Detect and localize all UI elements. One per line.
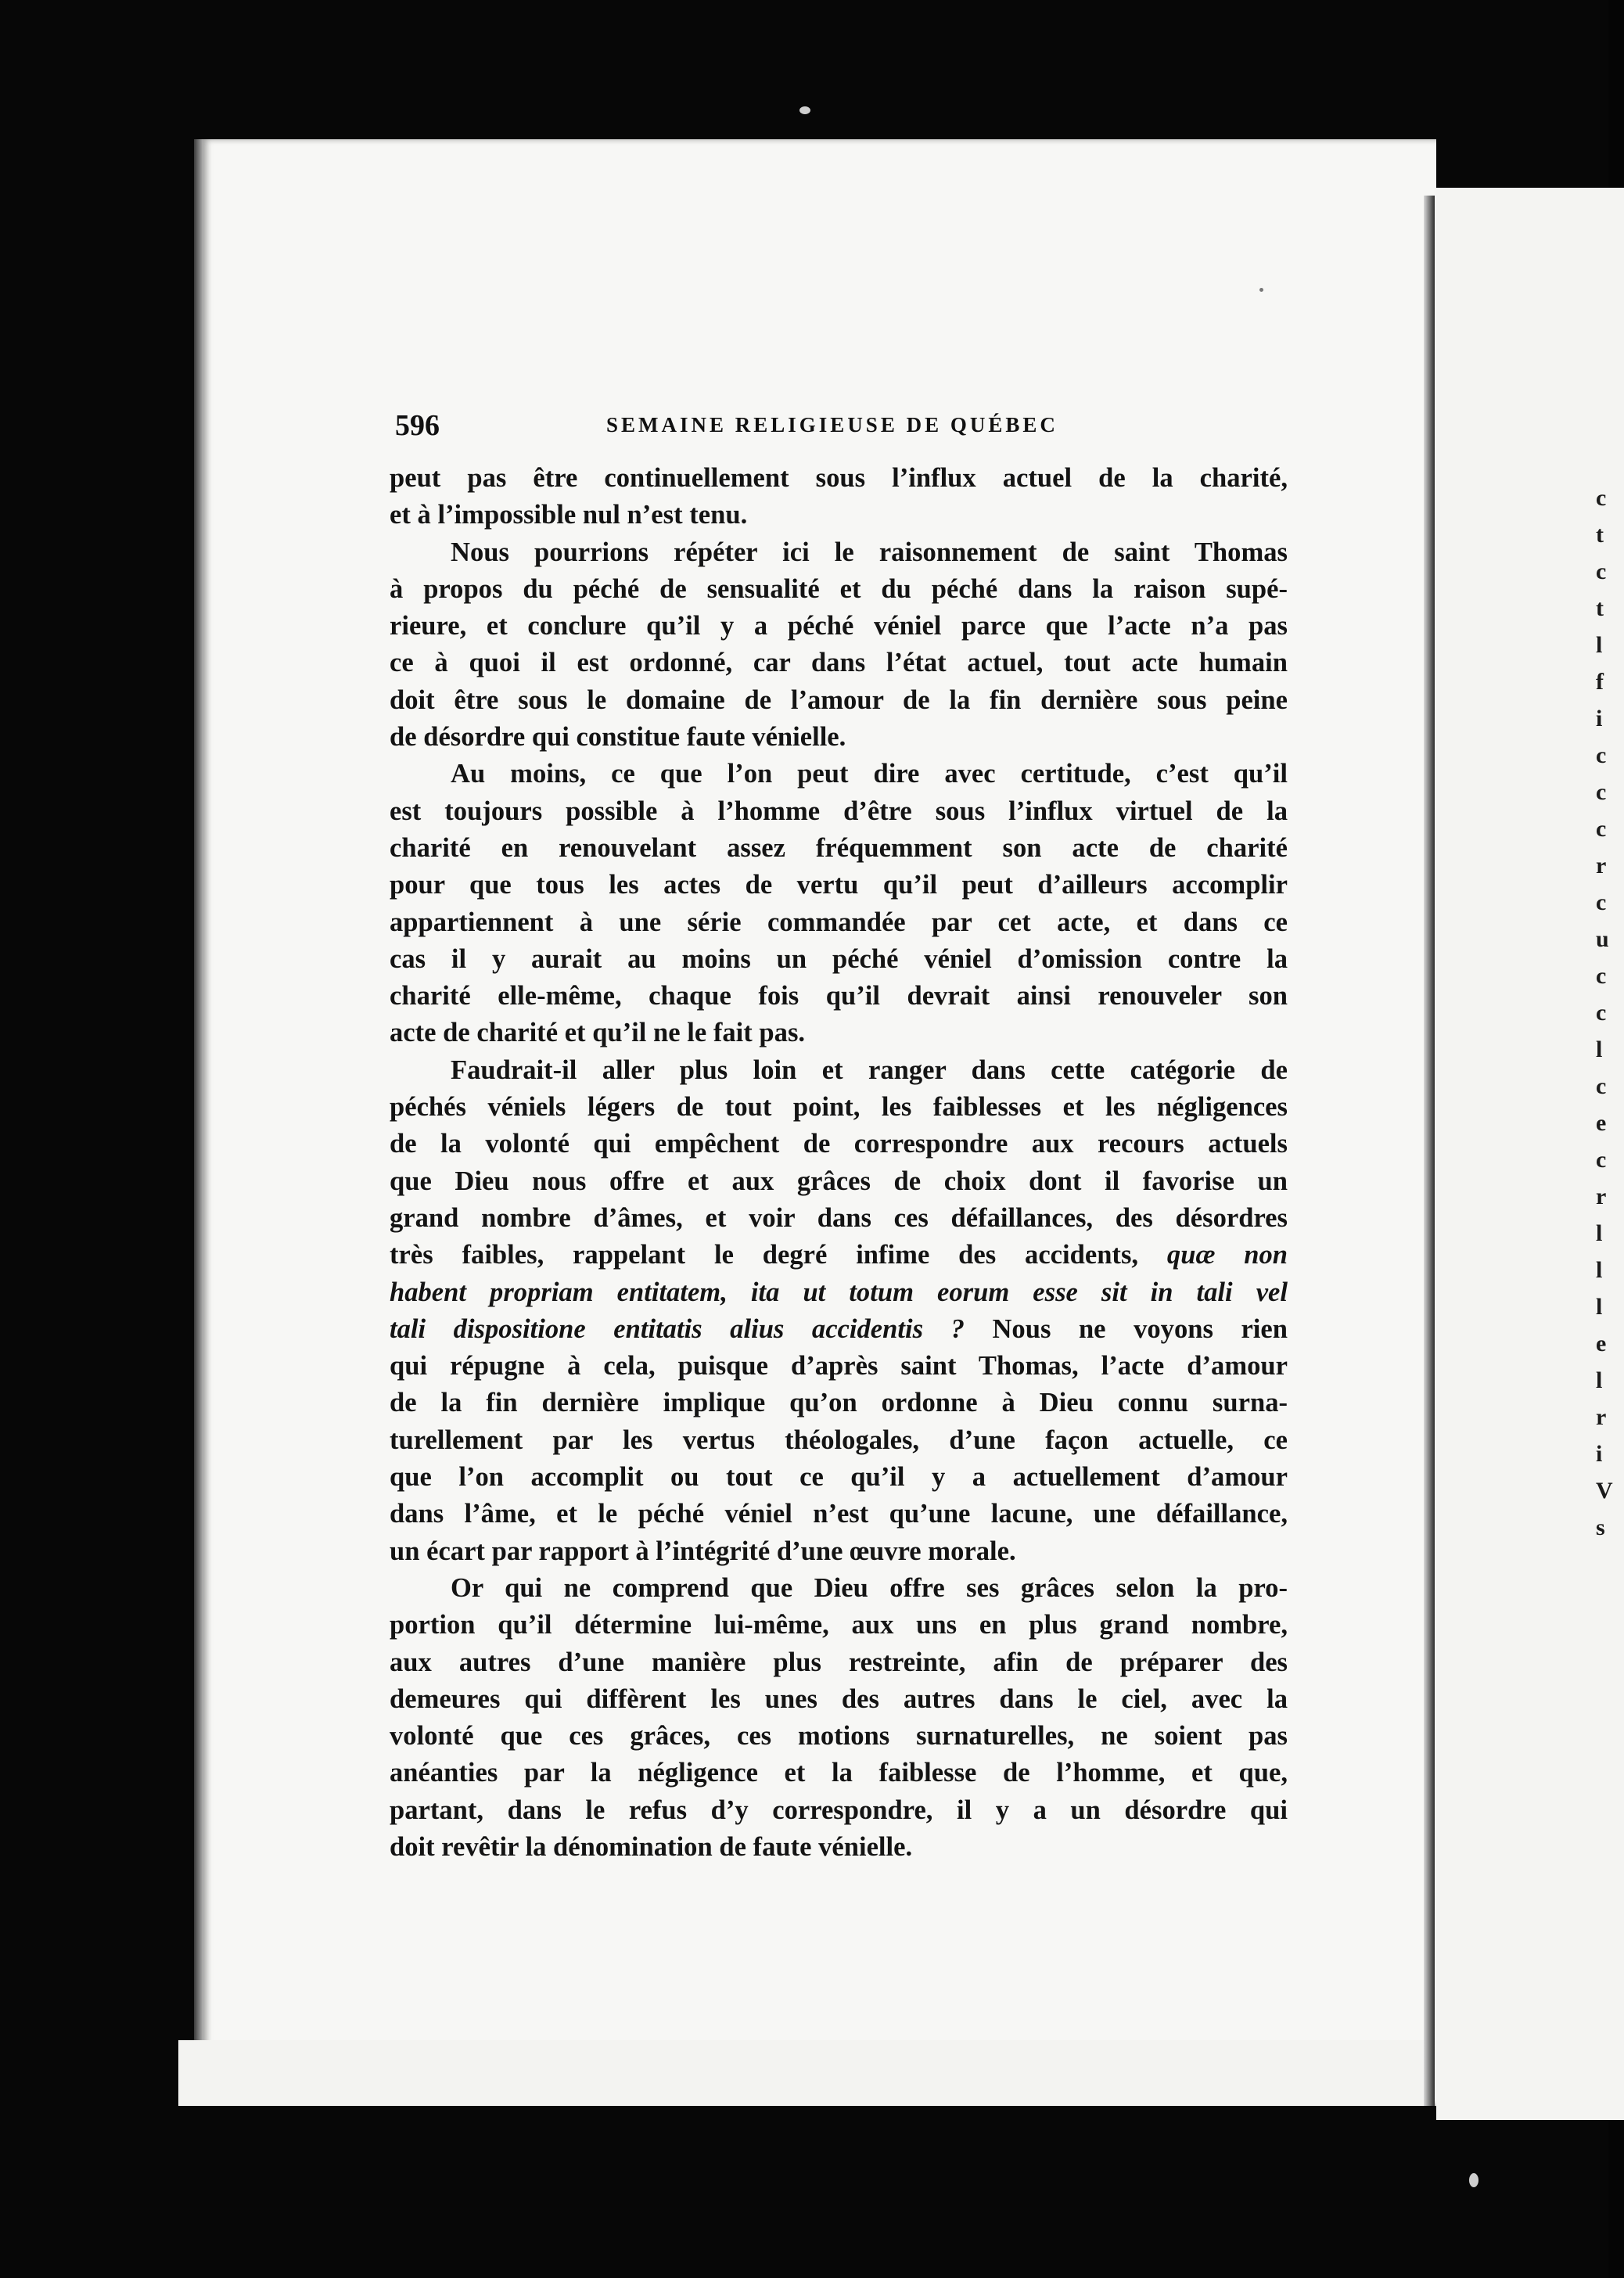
text-segment: Nous ne voyons rien [992,1313,1288,1344]
facing-page-letter: e [1596,1110,1607,1136]
page-number: 596 [395,409,440,442]
text-line: appartiennent à une série commandée par cet acte, et dans ce [390,907,1288,937]
facing-page-letter: l [1596,1294,1603,1320]
text-line: peut pas être continuellement sous l’influx actuel de la charité, [390,463,1288,493]
facing-page-letter: l [1596,1257,1603,1283]
text-line: de désordre qui constitue faute vénielle. [390,722,846,753]
text-line: dans l’âme, et le péché véniel n’est qu’une lacune, une défaillance, [390,1499,1288,1529]
scan-speck [799,106,810,114]
scan-speck [1469,2173,1478,2187]
paragraph-start: Faudrait-il aller plus loin et ranger dans cette catégorie de [451,1055,1288,1085]
facing-page-letter: c [1596,742,1607,768]
latin-quote-line: habent propriam entitatem, ita ut totum eorum esse sit in tali vel [390,1277,1288,1307]
facing-page-letter: c [1596,1073,1607,1099]
paragraph-start: Or qui ne comprend que Dieu offre ses grâces selon la pro- [451,1572,1288,1603]
text-line: charité elle-même, chaque fois qu’il devrait ainsi renouveler son [390,981,1288,1011]
facing-page-letter: s [1596,1514,1605,1540]
facing-page-letter: u [1596,926,1609,952]
text-line: portion qu’il détermine lui-même, aux uns en plus grand nombre, [390,1610,1288,1640]
text-line: cas il y aurait au moins un péché véniel d’omission contre la [390,943,1288,974]
facing-page-letter: c [1596,963,1607,989]
running-head [395,408,1310,444]
text-line: ce à quoi il est ordonné, car dans l’état actuel, tout acte humain [390,648,1288,678]
facing-page-letter: r [1596,1184,1607,1209]
book-gutter [1424,196,1435,2106]
facing-page-letter: V [1596,1478,1613,1504]
facing-page-letter: c [1596,779,1607,805]
text-line: charité en renouvelant assez fréquemment son acte de charité [390,832,1288,863]
text-line: acte de charité et qu’il ne le fait pas. [390,1018,806,1048]
facing-page-letter: l [1596,1220,1603,1246]
text-line: pour que tous les actes de vertu qu’il peut d’ailleurs accomplir [390,870,1288,900]
facing-page-letter: l [1596,632,1603,658]
body-text [390,460,1288,1866]
facing-page-letter: i [1596,706,1603,731]
text-line: et à l’impossible nul n’est tenu. [390,500,748,530]
text-line: est toujours possible à l’homme d’être sous l’influx virtuel de la [390,796,1288,826]
text-line: que l’on accomplit ou tout ce qu’il y a actuellement d’amour [390,1462,1288,1493]
latin-quote: quæ non [1166,1240,1288,1270]
facing-page-letter: r [1596,853,1607,879]
facing-page-letter: c [1596,816,1607,842]
text-line: un écart par rapport à l’intégrité d’une œuvre morale. [390,1536,1016,1566]
text-line: que Dieu nous offre et aux grâces de choix dont il favorise un [390,1166,1288,1196]
text-line: doit revêtir la dénomination de faute vénielle. [390,1831,913,1862]
facing-page-letter: e [1596,1331,1607,1356]
text-line: volonté que ces grâces, ces motions surnaturelles, ne soient pas [390,1721,1288,1752]
text-line: grand nombre d’âmes, et voir dans ces défaillances, des désordres [390,1202,1288,1233]
text-line: anéanties par la négligence et la faiblesse de l’homme, et que, [390,1758,1288,1788]
facing-page-letter: i [1596,1441,1603,1467]
text-line [390,1237,1288,1274]
text-line: aux autres d’une manière plus restreinte, afin de préparer des [390,1647,1288,1677]
latin-quote: tali dispositione entitatis alius accidentis ? [390,1313,965,1344]
text-line: de la fin dernière implique qu’on ordonne à Dieu connu surna- [390,1388,1288,1418]
running-title: SEMAINE RELIGIEUSE DE QUÉBEC [606,413,1058,437]
facing-page-letter: c [1596,485,1607,511]
facing-page-letter: c [1596,889,1607,915]
text-segment: très faibles, rappelant le degré infime des accidents, [390,1240,1139,1270]
text-line: partant, dans le refus d’y correspondre, il y a un désordre qui [390,1795,1288,1825]
page-bottom-margin [178,2040,1430,2106]
facing-page-letter: r [1596,1404,1607,1430]
paragraph-start: Nous pourrions répéter ici le raisonnement de saint Thomas [451,537,1288,567]
paragraph-start: Au moins, ce que l’on peut dire avec certitude, c’est qu’il [451,759,1288,789]
facing-page-letter: f [1596,669,1604,695]
scan-speck [1259,288,1263,292]
facing-page-letter: c [1596,1147,1607,1173]
facing-page-letter: l [1596,1037,1603,1062]
text-line: doit être sous le domaine de l’amour de la fin dernière sous peine [390,684,1288,715]
facing-page-letter: l [1596,1367,1603,1393]
text-line: péchés véniels légers de tout point, les faiblesses et les négligences [390,1092,1288,1123]
text-line: à propos du péché de sensualité et du péché dans la raison supé- [390,573,1288,604]
facing-page-letter: c [1596,1000,1607,1026]
text-line: turellement par les vertus théologales, d’une façon actuelle, ce [390,1425,1288,1455]
text-line [390,1311,1288,1348]
text-line: qui répugne à cela, puisque d’après saint Thomas, l’acte d’amour [390,1351,1288,1382]
facing-page-letter: c [1596,559,1607,584]
text-line: demeures qui diffèrent les unes des autres dans le ciel, avec la [390,1683,1288,1714]
facing-page-text-fragments [1596,485,1613,1862]
text-line: rieure, et conclure qu’il y a péché véniel parce que l’acte n’a pas [390,611,1288,641]
facing-page-letter: t [1596,595,1604,621]
facing-page-letter: t [1596,522,1604,548]
text-line: de la volonté qui empêchent de correspondre aux recours actuels [390,1129,1288,1159]
